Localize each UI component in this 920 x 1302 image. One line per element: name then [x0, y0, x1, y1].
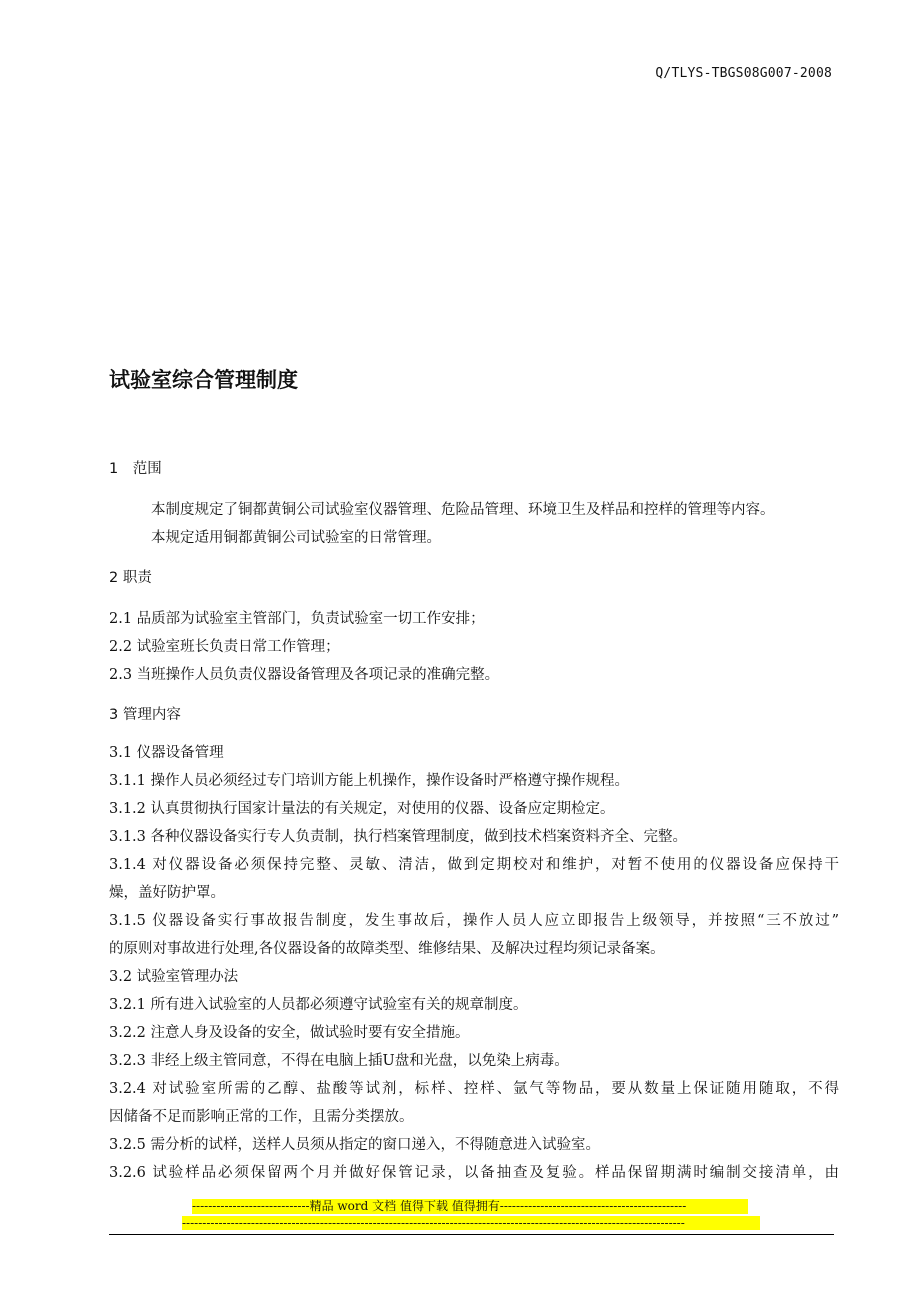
- list-item: 3.1.1 操作人员必须经过专门培训方能上机操作，操作设备时严格遵守操作规程。: [109, 773, 630, 789]
- section-heading-scope: 1 范围: [109, 461, 162, 477]
- list-item: 3.1.3 各种仪器设备实行专人负责制，执行档案管理制度，做到技术档案资料齐全、完整。: [109, 829, 687, 845]
- document-title: 试验室综合管理制度: [109, 368, 298, 392]
- paragraph: 本制度规定了铜都黄铜公司试验室仪器管理、危险品管理、环境卫生及样品和控样的管理等内容。: [151, 502, 775, 518]
- list-item-continuation: 燥，盖好防护罩。: [109, 885, 225, 901]
- list-item: 3.1.4 对仪器设备必须保持完整、灵敏、清洁，做到定期校对和维护，对暂不使用的仪器设备应保持干: [109, 857, 839, 873]
- subsection-heading: 3.1 仪器设备管理: [109, 745, 224, 761]
- footer-banner: -----------------------------精品 word 文档 值得下载 值得拥有----------------------------------------------: [192, 1199, 748, 1214]
- list-item: 3.2.4 对试验室所需的乙醇、盐酸等试剂，标样、控样、氩气等物品，要从数量上保证随用随取，不得: [109, 1081, 839, 1097]
- list-item: 2.3 当班操作人员负责仪器设备管理及各项记录的准确完整。: [109, 667, 500, 683]
- list-item: 3.2.2 注意人身及设备的安全，做试验时要有安全措施。: [109, 1025, 470, 1041]
- list-item: 3.2.1 所有进入试验室的人员都必须遵守试验室有关的规章制度。: [109, 997, 528, 1013]
- section-heading-duties: 2 职责: [109, 570, 152, 586]
- list-item: 3.1.2 认真贯彻执行国家计量法的有关规定，对使用的仪器、设备应定期检定。: [109, 801, 615, 817]
- list-item: 3.2.3 非经上级主管同意，不得在电脑上插U盘和光盘，以免染上病毒。: [109, 1053, 569, 1069]
- list-item: 3.2.5 需分析的试样，送样人员须从指定的窗口递入，不得随意进入试验室。: [109, 1137, 601, 1153]
- paragraph: 本规定适用铜都黄铜公司试验室的日常管理。: [151, 530, 441, 546]
- section-heading-management: 3 管理内容: [109, 707, 181, 723]
- document-code: Q/TLYS-TBGS08G007-2008: [655, 66, 832, 81]
- list-item: 3.2.6 试验样品必须保留两个月并做好保管记录，以备抽查及复验。样品保留期满时编制交接清单，由: [109, 1165, 839, 1181]
- list-item: 2.1 品质部为试验室主管部门，负责试验室一切工作安排；: [109, 611, 485, 627]
- subsection-heading: 3.2 试验室管理办法: [109, 969, 239, 985]
- footer-divider: [109, 1234, 834, 1235]
- footer-banner-dashes: ----------------------------------------------------------------------------------------------------------------------------: [182, 1216, 760, 1230]
- list-item: 3.1.5 仪器设备实行事故报告制度，发生事故后，操作人员人应立即报告上级领导，并按照“三不放过”: [109, 913, 839, 929]
- list-item-continuation: 因储备不足而影响正常的工作，且需分类摆放。: [109, 1109, 414, 1125]
- list-item: 2.2 试验室班长负责日常工作管理；: [109, 639, 340, 655]
- list-item-continuation: 的原则对事故进行处理,各仪器设备的故障类型、维修结果、及解决过程均须记录备案。: [109, 941, 665, 957]
